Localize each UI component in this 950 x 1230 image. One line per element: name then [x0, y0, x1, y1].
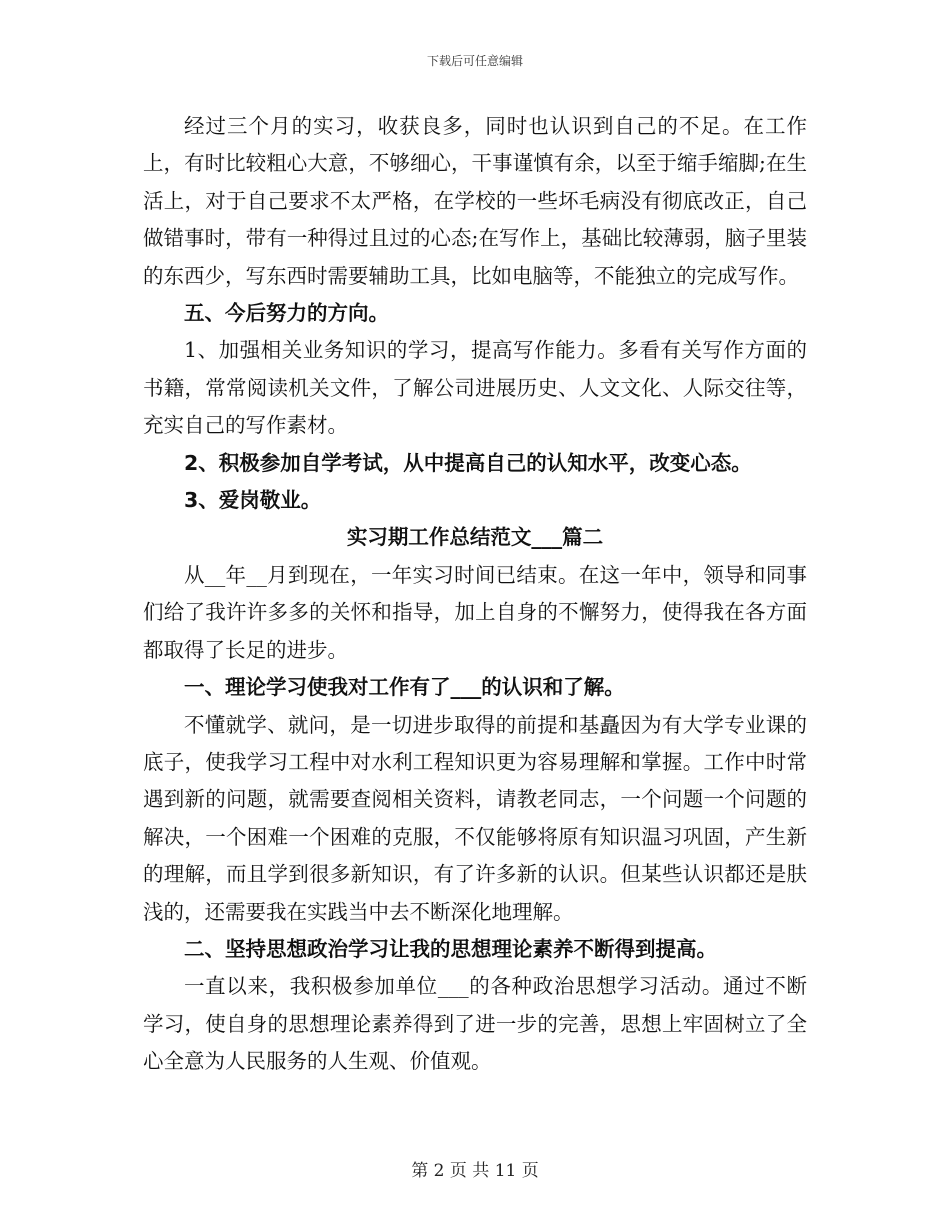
page-footer: 第 2 页 共 11 页 [411, 1161, 539, 1181]
heading-theory-study: 一、理论学习使我对工作有了___的认识和了解。 [184, 675, 625, 700]
paragraph-shortcomings: 经过三个月的实习，收获良多，同时也认识到自己的不足。在工作上，有时比较粗心大意，不够细心，干事谨慎有余，以至于缩手缩脚;在生活上，对于自己要求不太严格，在学校的一些坏毛病没有彻底改正，自己做错事时，带有一种得过且过的心态;在写作上，基础比较薄弱，脑子里装的东西少，写东西时需要辅助工具，比如电脑等，不能独立的完成写作。 [143, 114, 807, 288]
heading-political-study: 二、坚持思想政治学习让我的思想理论素养不断得到提高。 [184, 936, 717, 961]
section-title: 实习期工作总结范文___篇二 [346, 525, 604, 550]
page-header: 下载后可任意编辑 [426, 54, 523, 68]
paragraph-intro: 从__年__月到现在，一年实习时间已结束。在这一年中，领导和同事们给了我许许多多的关怀和指导，加上自身的不懈努力，使得我在各方面都取得了长足的进步。 [143, 562, 807, 662]
document-body [143, 108, 807, 1081]
list-item-2: 2、积极参加自学考试，从中提高自己的认知水平，改变心态。 [184, 450, 752, 475]
paragraph-political-study: 一直以来，我积极参加单位___的各种政治思想学习活动。通过不断学习，使自身的思想理论素养得到了进一步的完善，思想上牢固树立了全心全意为人民服务的人生观、价值观。 [143, 974, 807, 1074]
paragraph-theory-study: 不懂就学、就问，是一切进步取得的前提和基矗因为有大学专业课的底子，使我学习工程中对水利工程知识更为容易理解和掌握。工作中时常遇到新的问题，就需要查阅相关资料，请教老同志，一个问题一个问题的解决，一个困难一个困难的克服，不仅能够将原有知识温习巩固，产生新的理解，而且学到很多新知识，有了许多新的认识。但某些认识都还是肤浅的，还需要我在实践当中去不断深化地理解。 [143, 712, 807, 924]
heading-future-direction: 五、今后努力的方向。 [184, 301, 389, 326]
list-item-3: 3、爱岗敬业。 [184, 488, 322, 513]
list-item-1: 1、加强相关业务知识的学习，提高写作能力。多看有关写作方面的书籍，常常阅读机关文件，了解公司进展历史、人文文化、人际交往等，充实自己的写作素材。 [143, 338, 807, 438]
